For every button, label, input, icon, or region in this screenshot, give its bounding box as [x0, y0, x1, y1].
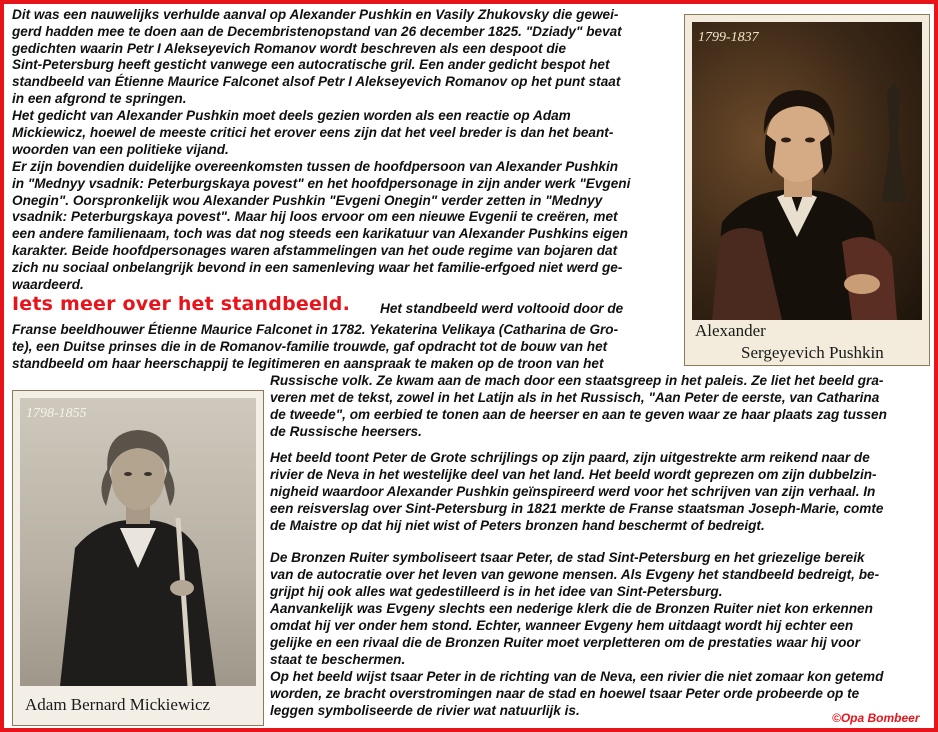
pushkin-painting	[692, 22, 922, 320]
text-line: in een afgrond te springen.	[12, 91, 187, 106]
text-line: Sint-Petersburg heeft gesticht vanwege een autocratische gril. Een ander gedicht bespot het	[12, 57, 610, 72]
pushkin-years: 1799-1837	[698, 30, 759, 45]
text-line: gerd hadden mee te doen aan de Decembristenopstand van 26 december 1825. "Dziady" bevat	[12, 24, 622, 39]
text-line: standbeeld om haar heerschappij te legitimeren en aanspraak te maken op de troon van het	[12, 356, 604, 371]
text-line: leggen symboliseerde de rivier wat natuurlijk is.	[270, 703, 580, 718]
text-line: de tweede", om eerbied te tonen aan de heerser en aan te geven waar ze haar plaats zag tussen	[270, 407, 887, 422]
section-heading: Iets meer over het standbeeld.	[12, 293, 350, 315]
text-line: in "Mednyy vsadnik: Peterburgskaya povest" en het hoofdpersonage in zijn ander werk "Evgeni	[12, 176, 631, 191]
text-line: Russische volk. Ze kwam aan de mach door een staatsgreep in het paleis. Ze liet het beeld gra-	[270, 373, 884, 388]
text-line: nigheid waardoor Alexander Pushkin geïnspireerd werd voor het schrijven van zijn verhaal. In	[270, 484, 876, 499]
mickiewicz-years: 1798-1855	[26, 406, 87, 421]
text-line: te), een Duitse prinses die in de Romanov-familie trouwde, gaf opdracht tot de bouw van het	[12, 339, 608, 354]
text-line: Het beeld toont Peter de Grote schrijlings op zijn paard, zijn uitgestrekte arm reikend naar de	[270, 450, 870, 465]
text-line: gedichten waarin Petr I Alekseyevich Romanov wordt beschreven als een despoot die	[12, 41, 566, 56]
mickiewicz-portrait	[12, 390, 264, 726]
text-line: de Maistre op dat hij niet wist of Peters bronzen hand beschermt of bedreigt.	[270, 518, 765, 533]
text-line: staat te beschermen.	[270, 652, 406, 667]
text-line: de Russische heersers.	[270, 424, 422, 439]
text-line: gelijke en een rivaal die de Bronzen Ruiter moet verpletteren om de prestaties waar hij voor	[270, 635, 861, 650]
text-line: omdat hij ver onder hem stond. Echter, wanneer Evgeny hem uitdaagt wordt hij echter een	[270, 618, 854, 633]
copyright-text: ©Opa Bombeer	[832, 711, 920, 725]
text-line: zich nu sociaal onbelangrijk bevond in een samenleving waar het familie-erfgoed niet werd ge-	[12, 260, 623, 275]
text-line: een reisverslag over Sint-Petersburg in 1821 merkte de Franse staatsman Joseph-Marie, comte	[270, 501, 884, 516]
mickiewicz-painting	[20, 398, 256, 686]
text-line: waardeerd.	[12, 277, 84, 292]
text-line: van de autocratie over het leven van gewone mensen. Als Evgeny het standbeeld bedreigt, be-	[270, 567, 880, 582]
text-line: De Bronzen Ruiter symboliseert tsaar Peter, de stad Sint-Petersburg en het griezelige bereik	[270, 550, 865, 565]
heading-tail-text: Het standbeeld werd voltooid door de	[380, 301, 624, 316]
mickiewicz-figure-icon	[20, 398, 256, 686]
text-line: Er zijn bovendien duidelijke overeenkomsten tussen de hoofdpersoon van Alexander Pushkin	[12, 159, 619, 174]
pushkin-portrait	[684, 14, 930, 366]
text-line: karakter. Beide hoofdpersonages waren afstammelingen van het oude regime van bojaren dat	[12, 243, 618, 258]
text-line: Franse beeldhouwer Étienne Maurice Falconet in 1782. Yekaterina Velikaya (Catharina de Gro-	[12, 322, 619, 337]
pushkin-figure-icon	[692, 22, 922, 320]
pushkin-caption-line2: Sergeyevich Pushkin	[741, 343, 884, 362]
text-line: Mickiewicz, hoewel de meeste critici het erover eens zijn dat het veel breder is dan het beant-	[12, 125, 614, 140]
text-line: standbeeld van Étienne Maurice Falconet alsof Petr I Alekseyevich Romanov op het punt staat	[12, 74, 621, 89]
pushkin-caption-line1: Alexander	[695, 321, 766, 340]
text-line: veren met de tekst, zowel in het Latijn als in het Russisch, "Aan Peter de eerste, van Catharina	[270, 390, 880, 405]
text-line: Dit was een nauwelijks verhulde aanval op Alexander Pushkin en Vasily Zhukovsky die gewei-	[12, 7, 619, 22]
text-line: een andere familienaam, toch was dat nog steeds een karikatuur van Alexander Pushkins eigen	[12, 226, 628, 241]
text-line: woorden van een politieke vijand.	[12, 142, 229, 157]
text-line: vsadnik: Peterburgskaya povest". Maar hij loos ervoor om een nieuwe Evgenii te creëren, met	[12, 209, 618, 224]
text-line: Het gedicht van Alexander Pushkin moet deels gezien worden als een reactie op Adam	[12, 108, 571, 123]
text-line: Onegin". Oorspronkelijk wou Alexander Pushkin "Evgeni Onegin" verder zetten in "Mednyy	[12, 193, 603, 208]
mickiewicz-caption: Adam Bernard Mickiewicz	[25, 695, 211, 714]
text-line: rivier de Neva in het westelijke deel van het land. Het beeld wordt geprezen om zijn dubbelzin-	[270, 467, 877, 482]
text-line: worden, ze bracht overstromingen naar de stad en hoewel tsaar Peter orde probeerde op te	[270, 686, 860, 701]
text-line: Op het beeld wijst tsaar Peter in de richting van de Neva, een rivier die niet zomaar kon getemd	[270, 669, 884, 684]
text-line: grijpt hij ook alles wat gedestilleerd is in het idee van Sint-Petersburg.	[270, 584, 723, 599]
text-line: Aanvankelijk was Evgeny slechts een nederige klerk die de Bronzen Ruiter niet kon erkennen	[270, 601, 873, 616]
